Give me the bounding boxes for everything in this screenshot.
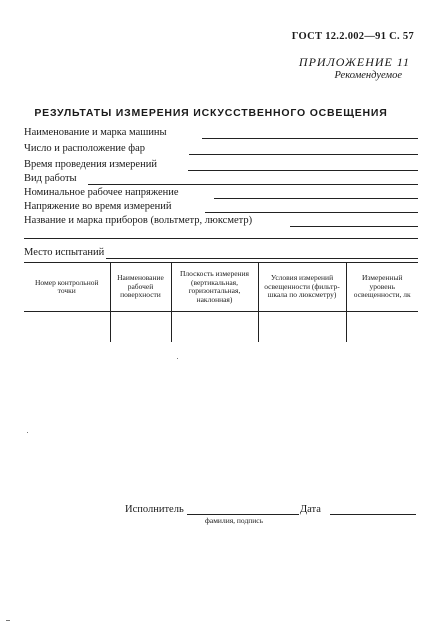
table-cell[interactable] [346, 312, 418, 343]
field-machine-name [24, 127, 167, 138]
appendix-number: ПРИЛОЖЕНИЕ 11 [298, 55, 410, 69]
column-header-measurement-conditions: Условия измерений освещенности (фильтр-шкала по люксметру) [258, 263, 346, 312]
scan-speck [27, 432, 28, 433]
column-header-measurement-plane: Плоскость измерения (вертикальная, горизонтальная, наклонная) [171, 263, 258, 312]
field-nominal-voltage-line[interactable] [214, 198, 418, 199]
field-test-site-line[interactable] [106, 258, 418, 259]
field-label: Число и расположение фар [24, 143, 146, 154]
column-header-measured-level: Измеренный уровень освещенности, лк [346, 263, 418, 312]
table-row [24, 312, 418, 343]
appendix-status: Рекомендуемое [334, 70, 402, 81]
table-cell[interactable] [171, 312, 258, 343]
field-label: Время проведения измерений [24, 159, 157, 170]
column-header-point-number: Номер контрольной точки [24, 263, 110, 312]
date-label: Дата [300, 504, 321, 515]
signature-caption: фамилия, подпись [205, 516, 264, 525]
field-instruments-line-2[interactable] [24, 238, 418, 239]
scan-speck [6, 620, 10, 621]
performer-label: Исполнитель [125, 504, 184, 515]
field-headlights [24, 143, 145, 154]
field-headlights-line[interactable] [189, 154, 418, 155]
table-cell[interactable] [24, 312, 110, 343]
field-work-type-line[interactable] [88, 184, 418, 185]
field-work-type [24, 173, 77, 184]
field-label: Вид работы [24, 173, 77, 184]
table-header-row [24, 263, 418, 312]
field-label: Место испытаний [24, 247, 105, 258]
field-label: Название и марка приборов (вольтметр, люксметр) [24, 215, 253, 226]
results-table [24, 262, 418, 342]
table-cell[interactable] [258, 312, 346, 343]
date-line[interactable] [330, 514, 416, 515]
column-header-surface-name: Наименование рабочей поверхности [110, 263, 171, 312]
field-instruments-line[interactable] [290, 226, 418, 227]
field-measured-voltage [24, 201, 172, 212]
field-measured-voltage-line[interactable] [205, 212, 418, 213]
performer-signature-line[interactable] [187, 514, 299, 515]
field-measurement-time-line[interactable] [188, 170, 418, 171]
document-code: ГОСТ 12.2.002—91 С. 57 [291, 31, 414, 42]
field-test-site [24, 247, 104, 258]
field-nominal-voltage [24, 187, 179, 198]
field-label: Напряжение во время измерений [24, 201, 172, 212]
field-instruments [24, 215, 252, 226]
table-cell[interactable] [110, 312, 171, 343]
form-title: РЕЗУЛЬТАТЫ ИЗМЕРЕНИЯ ИСКУССТВЕННОГО ОСВЕЩЕНИЯ [34, 107, 388, 119]
scan-speck [177, 358, 178, 359]
field-machine-name-line[interactable] [202, 138, 418, 139]
field-label: Наименование и марка машины [24, 127, 167, 138]
field-label: Номинальное рабочее напряжение [24, 187, 179, 198]
field-measurement-time [24, 159, 157, 170]
